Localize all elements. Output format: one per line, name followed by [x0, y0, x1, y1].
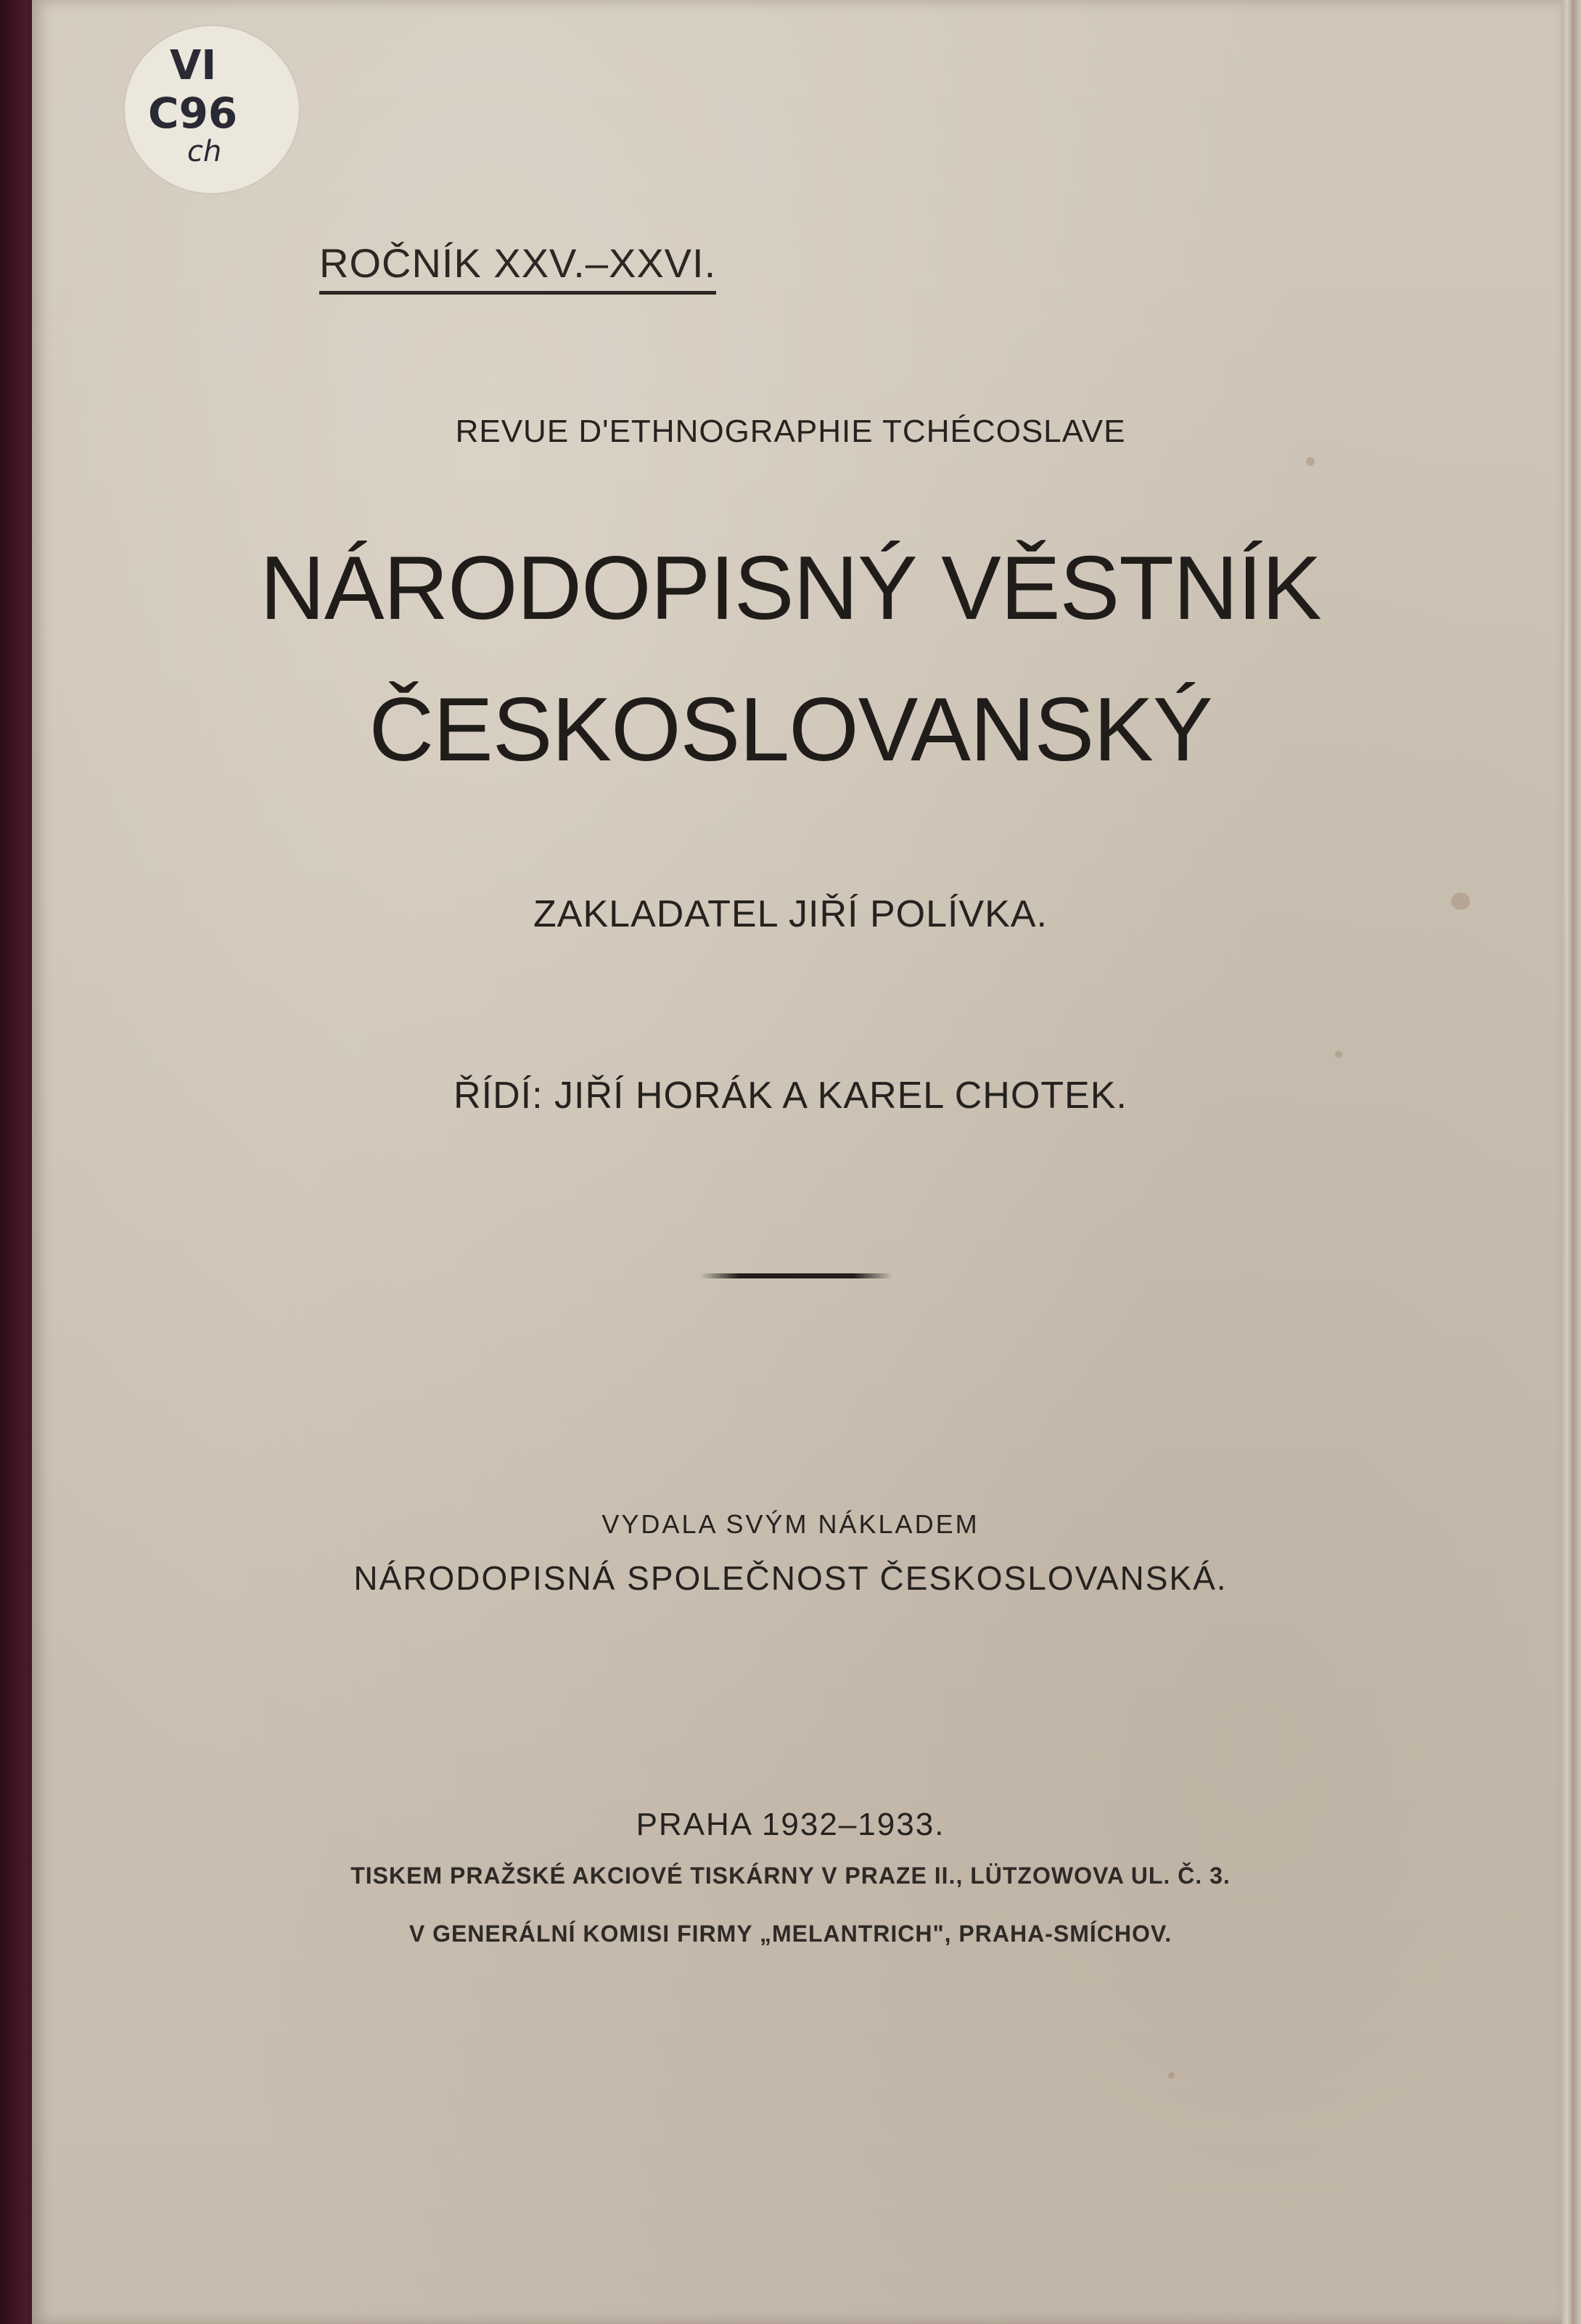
shelfmark-line-1: VI [170, 42, 217, 89]
page-edge [1561, 0, 1581, 2324]
library-shelfmark-label [125, 26, 299, 193]
imprint-printer: TISKEM PRAŽSKÉ AKCIOVÉ TISKÁRNY V PRAZE II., LÜTZOWOVA UL. Č. 3. [350, 1863, 1231, 1889]
french-subtitle: REVUE D'ETHNOGRAPHIE TCHÉCOSLAVE [455, 414, 1126, 449]
founder-line: ZAKLADATEL JIŘÍ POLÍVKA. [533, 893, 1048, 935]
journal-cover [32, 0, 1566, 2324]
publisher-line-2: NÁRODOPISNÁ SPOLEČNOST ČESKOSLOVANSKÁ. [353, 1559, 1228, 1597]
editors-line: ŘÍDÍ: JIŘÍ HORÁK A KAREL CHOTEK. [453, 1075, 1128, 1117]
imprint-place-year: PRAHA 1932–1933. [636, 1807, 945, 1842]
imprint-commission: V GENERÁLNÍ KOMISI FIRMY „MELANTRICH", PRAHA-SMÍCHOV. [408, 1921, 1173, 1947]
volume-number: ROČNÍK XXV.–XXVI. [319, 239, 716, 295]
foxing-spot [1335, 1051, 1342, 1058]
publisher-line-1: VYDALA SVÝM NÁKLADEM [601, 1509, 980, 1539]
journal-title-line-1: NÁRODOPISNÝ VĚSTNÍK [260, 538, 1321, 639]
foxing-spot [1168, 2072, 1175, 2079]
shelfmark-line-2: C96 [148, 89, 238, 138]
journal-title-line-2: ČESKOSLOVANSKÝ [369, 680, 1212, 780]
foxing-spot [1306, 457, 1315, 466]
divider-rule [700, 1273, 892, 1278]
shelfmark-line-3: ch [187, 135, 222, 168]
